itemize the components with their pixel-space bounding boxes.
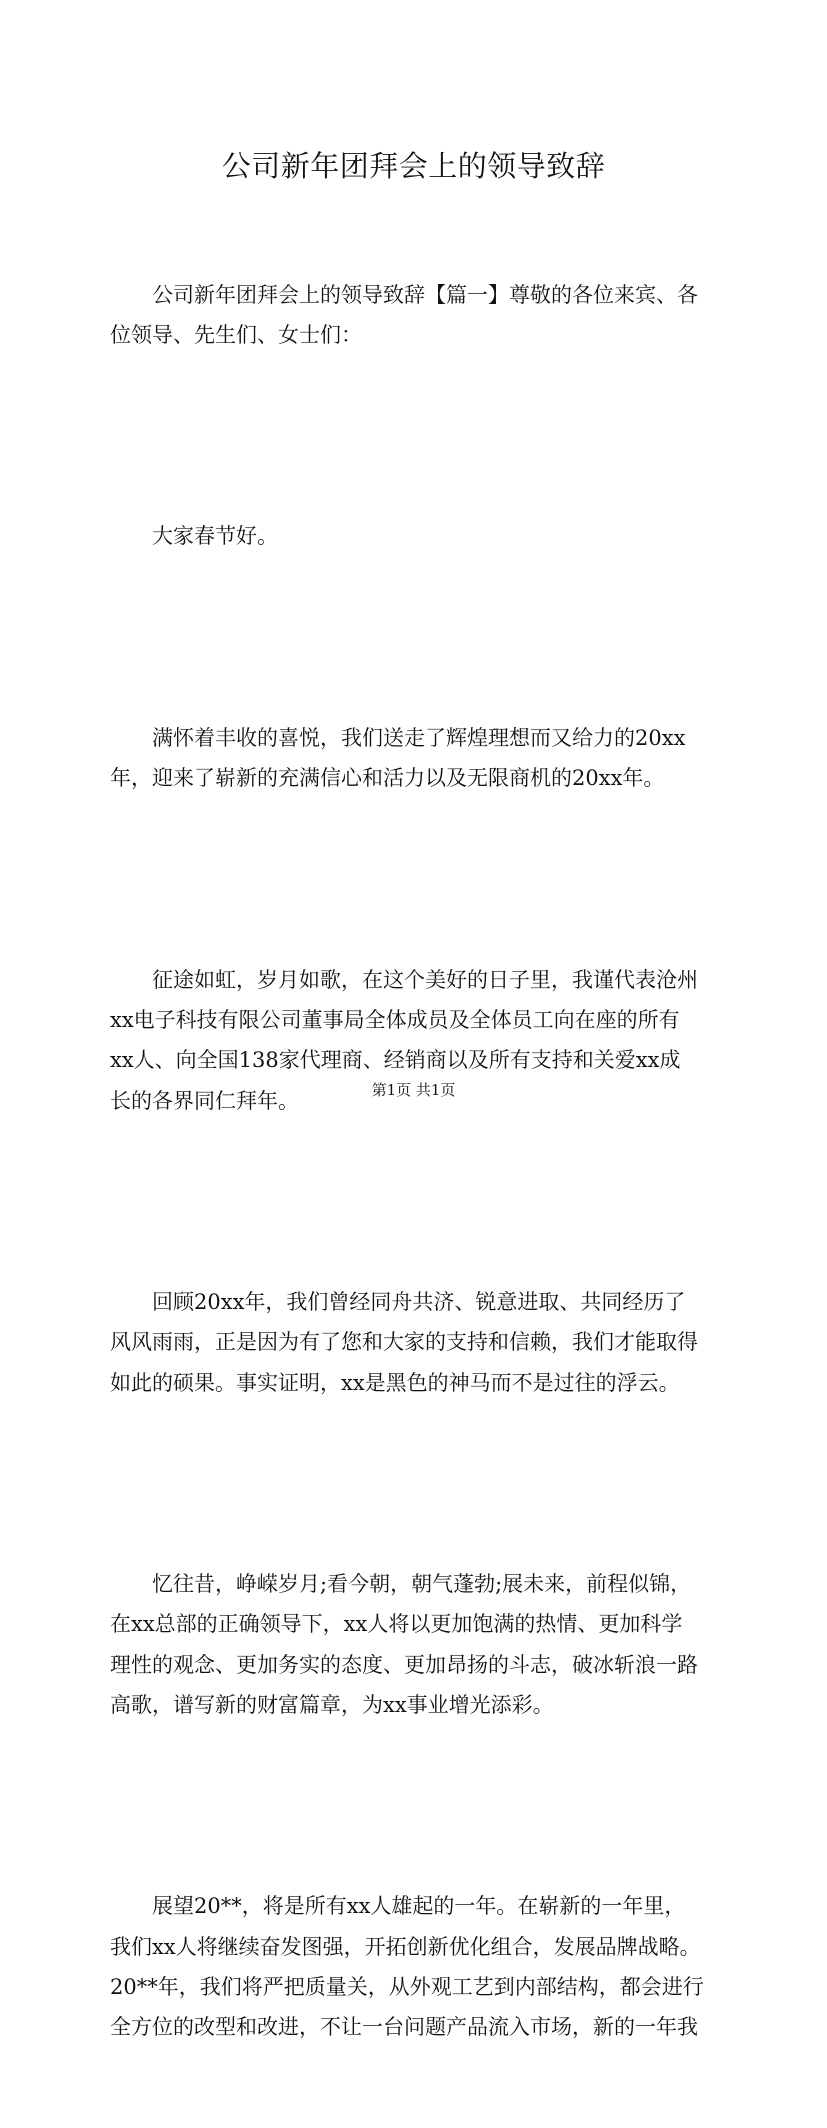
- text-line: 我们xx人将继续奋发图强，开拓创新优化组合，发展品牌战略。: [110, 1934, 701, 1959]
- paragraph: [110, 436, 742, 637]
- paragraph: [110, 194, 742, 436]
- text-line: 20**年，我们将严把质量关，从外观工艺到内部结构，都会进行: [110, 1975, 704, 2000]
- text-line: 忆往昔，峥嵘岁月;看今朝，朝气蓬勃;展未来，前程似锦，: [152, 1572, 692, 1597]
- text-line: 回顾20xx年，我们曾经同舟共济、锐意进取、共同经历了: [152, 1290, 686, 1315]
- text-line: xx电子科技有限公司董事局全体成员及全体员工向在座的所有: [110, 1007, 680, 1032]
- document-body: [110, 194, 742, 2128]
- text-line: 长的各界同仁拜年。: [110, 1088, 299, 1113]
- page-footer: 第1页 共1页: [371, 1081, 456, 1099]
- text-line: 全方位的改型和改进，不让一台问题产品流入市场，新的一年我: [110, 2015, 698, 2040]
- paragraph: [110, 1484, 742, 1806]
- paragraph: [110, 637, 742, 879]
- text-line: 展望20**，将是所有xx人雄起的一年。在崭新的一年里，: [152, 1894, 686, 1919]
- text-line: 理性的观念、更加务实的态度、更加昂扬的斗志，破冰斩浪一路: [110, 1652, 698, 1677]
- text-line: 公司新年团拜会上的领导致辞【篇一】尊敬的各位来宾、各: [152, 282, 698, 307]
- paragraph: [110, 879, 742, 1201]
- text-line: 满怀着丰收的喜悦，我们送走了辉煌理想而又给力的20xx: [152, 725, 686, 750]
- text-line: 年，迎来了崭新的充满信心和活力以及无限商机的20xx年。: [110, 766, 665, 791]
- paragraph: [110, 1201, 742, 1483]
- text-line: 高歌，谱写新的财富篇章，为xx事业增光添彩。: [110, 1692, 554, 1717]
- document-title: 公司新年团拜会上的领导致辞: [221, 149, 606, 183]
- paragraph: [110, 1806, 742, 2128]
- text-line: 如此的硕果。事实证明，xx是黑色的神马而不是过往的浮云。: [110, 1370, 680, 1395]
- text-line: 风风雨雨，正是因为有了您和大家的支持和信赖，我们才能取得: [110, 1330, 698, 1355]
- text-line: 位领导、先生们、女士们：: [110, 322, 362, 347]
- text-line: xx人、向全国138家代理商、经销商以及所有支持和关爱xx成: [110, 1048, 681, 1073]
- text-line: 征途如虹，岁月如歌，在这个美好的日子里，我谨代表沧州: [152, 967, 698, 992]
- text-line: 大家春节好。: [152, 524, 278, 549]
- text-line: 在xx总部的正确领导下，xx人将以更加饱满的热情、更加科学: [110, 1612, 683, 1637]
